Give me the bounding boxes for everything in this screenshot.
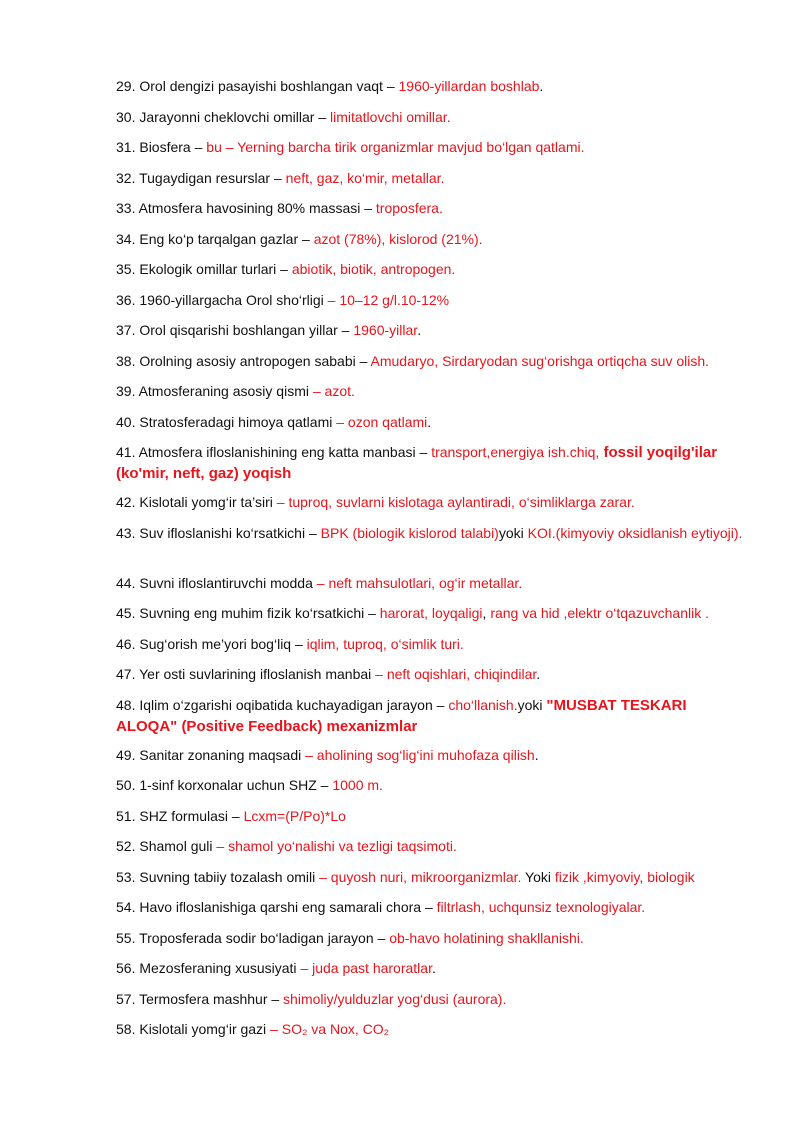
list-item: 36. 1960-yillargacha Orol sho‘rligi – 10–12 g/l.10-12% [116,291,450,308]
list-item: 33. Atmosfera havosining 80% massasi – troposfera. [116,200,443,216]
list-item: 58. Kislotali yomg‘ir gazi – SO₂ va Nox, CO₂ [116,1021,390,1037]
list-item: 30. Jarayonni cheklovchi omillar – limitatlovchi omillar. [116,108,451,125]
list-item: 41. Atmosfera ifloslanishining eng katta manbasi – transport,energiya ish.chiq, fossil yoqilg'ilar (ko'mir, neft, gaz) yoqish [116,444,718,482]
list-item: 46. Sug‘orish me’yori bog‘liq – iqlim, tuproq, o‘simlik turi. [116,635,464,652]
list-item: 51. SHZ formulasi – Lcxm=(P/Po)*Lo [116,807,346,824]
list-item: 44. Suvni ifloslantiruvchi modda – neft mahsulotlari, og‘ir metallar. [116,574,523,591]
list-item: 54. Havo ifloslanishiga qarshi eng samarali chora – filtrlash, uchqunsiz texnologiyalar. [116,899,646,915]
list-item: 29. Orol dengizi pasayishi boshlangan vaqt – 1960-yillardan boshlab. [116,78,544,94]
list-item: 48. Iqlim o‘zgarishi oqibatida kuchayadigan jarayon – cho‘llanish.yoki "MUSBAT TESKARI ALOQA" (Positive Feedback) mexanizmlar [116,696,687,735]
list-item: 52. Shamol guli – shamol yo‘nalishi va tezligi taqsimoti. [116,838,457,854]
list-item: 31. Biosfera – bu – Yerning barcha tirik organizmlar mavjud bo‘lgan qatlami. [116,139,585,155]
list-item: 57. Termosfera mashhur – shimoliy/yulduzlar yog‘dusi (aurora). [116,990,507,1007]
list-item: 34. Eng ko‘p tarqalgan gazlar – azot (78%), kislorod (21%). [116,230,483,247]
list-item: 55. Troposferada sodir bo‘ladigan jarayon – ob-havo holatining shakllanishi. [116,929,584,946]
list-item: 39. Atmosferaning asosiy qismi – azot. [116,383,355,399]
list-item: 35. Ekologik omillar turlari – abiotik, biotik, antropogen. [116,261,456,277]
list-item: 53. Suvning tabiiy tozalash omili – quyosh nuri, mikroorganizmlar. Yoki fizik ,kimyoviy, biologik [116,868,695,885]
list-item: 56. Mezosferaning xususiyati – juda past haroratlar. [116,960,436,976]
list-item: 49. Sanitar zonaning maqsadi – aholining sog‘lig‘ini muhofaza qilish. [116,746,539,763]
list-item: 40. Stratosferadagi himoya qatlami – ozon qatlami. [116,413,432,430]
list-item: 50. 1-sinf korxonalar uchun SHZ – 1000 m. [116,777,383,793]
list-item: 45. Suvning eng muhim fizik ko‘rsatkichi – harorat, loyqaligi, rang va hid ,elektr o‘tqazuvchanlik . [116,605,709,621]
list-item: 38. Orolning asosiy antropogen sababi – Amudaryo, Sirdaryodan sug‘orishga ortiqcha suv olish. [116,352,710,369]
list-item: 47. Yer osti suvlarining ifloslanish manbai – neft oqishlari, chiqindilar. [116,666,541,682]
list-item: 32. Tugaydigan resurslar – neft, gaz, ko‘mir, metallar. [116,169,445,186]
list-item: 42. Kislotali yomg‘ir ta’siri – tuproq, suvlarni kislotaga aylantiradi, o‘simliklarga zarar. [116,494,635,510]
list-item: 37. Orol qisqarishi boshlangan yillar – 1960-yillar. [116,322,422,338]
list-item: 43. Suv ifloslanishi ko‘rsatkichi – BPK (biologik kislorod talabi)yoki KOI.(kimyoviy oksidlanish eytiyoji). [116,524,743,541]
